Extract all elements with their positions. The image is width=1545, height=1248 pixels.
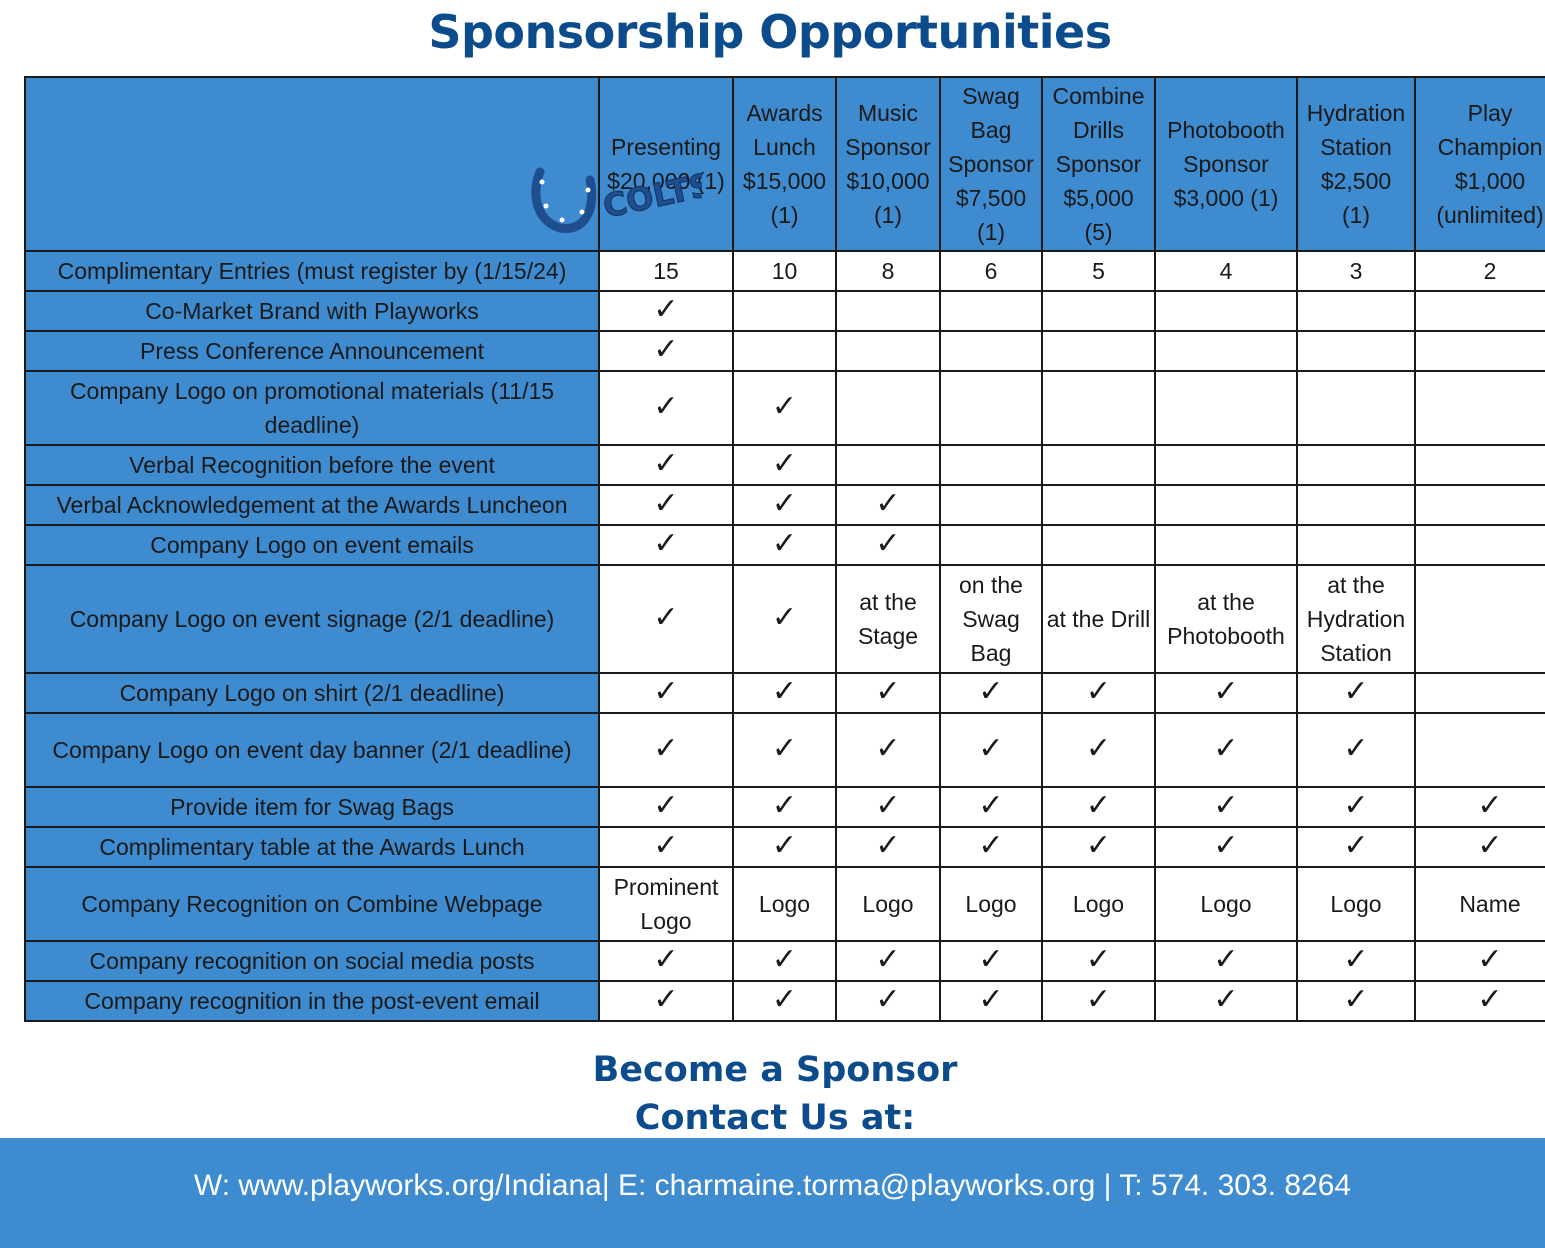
table-row <box>25 565 1545 673</box>
column-header-line: $1,000 <box>1454 168 1526 194</box>
checkmark-icon: ✓ <box>1213 675 1239 708</box>
column-header-line: $15,000 <box>742 168 827 194</box>
table-row <box>25 941 1545 981</box>
row-label: Press Conference Announcement <box>25 331 599 371</box>
sponsorship-table <box>24 76 1545 1022</box>
column-header-line: Photobooth <box>1167 117 1285 143</box>
column-header <box>836 77 940 251</box>
cell-checkmark <box>1155 941 1297 981</box>
row-label: Company recognition in the post-event email <box>25 981 599 1021</box>
cell-checkmark <box>599 445 733 485</box>
cell-checkmark <box>940 827 1042 867</box>
checkmark-icon: ✓ <box>1477 943 1503 976</box>
cell-checkmark <box>599 485 733 525</box>
cell-checkmark <box>1155 981 1297 1021</box>
cell-empty <box>733 291 836 331</box>
column-header-line: (1) <box>770 202 799 228</box>
cell-empty <box>1297 371 1415 445</box>
cell-empty <box>836 331 940 371</box>
checkmark-icon: ✓ <box>1213 789 1239 822</box>
cell-value: 4 <box>1155 251 1297 291</box>
cell-checkmark <box>733 941 836 981</box>
row-label: Provide item for Swag Bags <box>25 787 599 827</box>
checkmark-icon: ✓ <box>771 447 798 480</box>
checkmark-icon: ✓ <box>875 675 901 708</box>
cell-checkmark <box>1042 981 1155 1021</box>
column-header-line: Bag <box>970 117 1012 143</box>
cell-checkmark <box>733 445 836 485</box>
cell-value: 2 <box>1415 251 1545 291</box>
cell-value: at the Photobooth <box>1155 565 1297 673</box>
cell-empty <box>1415 485 1545 525</box>
column-header <box>1297 77 1415 251</box>
table-row <box>25 331 1545 371</box>
cell-checkmark <box>940 787 1042 827</box>
checkmark-icon: ✓ <box>653 601 679 634</box>
cell-empty <box>940 371 1042 445</box>
checkmark-icon: ✓ <box>653 732 679 765</box>
column-header-line: $3,000 (1) <box>1173 185 1279 211</box>
checkmark-icon: ✓ <box>771 789 798 822</box>
column-header-line: Sponsor <box>1183 151 1269 177</box>
column-header-line: $5,000 <box>1063 185 1134 211</box>
cell-value: at the Stage <box>836 565 940 673</box>
checkmark-icon: ✓ <box>653 675 679 708</box>
cell-value: Logo <box>1155 867 1297 941</box>
checkmark-icon: ✓ <box>1343 675 1369 708</box>
cell-checkmark <box>836 485 940 525</box>
column-header-line: Station <box>1320 134 1392 160</box>
footer-contact: W: www.playworks.org/Indiana| E: charmaine.torma@playworks.org | T: 574. 303. 8264 <box>193 1169 1352 1202</box>
cell-empty <box>1297 331 1415 371</box>
cta-contact-us: Contact Us at: <box>634 1098 916 1138</box>
checkmark-icon: ✓ <box>875 829 901 862</box>
cell-checkmark <box>940 673 1042 713</box>
cell-checkmark <box>836 525 940 565</box>
cell-checkmark <box>1042 827 1155 867</box>
cell-value: Prominent Logo <box>599 867 733 941</box>
checkmark-icon: ✓ <box>978 675 1004 708</box>
cell-checkmark <box>733 673 836 713</box>
row-label: Verbal Recognition before the event <box>25 445 599 485</box>
cell-checkmark <box>733 713 836 787</box>
checkmark-icon: ✓ <box>771 601 798 634</box>
cell-checkmark <box>1297 787 1415 827</box>
cell-empty <box>940 445 1042 485</box>
row-label: Complimentary Entries (must register by (1/15/24) <box>25 251 599 291</box>
cell-checkmark <box>1042 713 1155 787</box>
cta-become-sponsor: Become a Sponsor <box>592 1050 958 1090</box>
table-row <box>25 445 1545 485</box>
column-header <box>940 77 1042 251</box>
cell-value: 3 <box>1297 251 1415 291</box>
column-header-line: Combine <box>1052 83 1145 109</box>
cell-checkmark <box>1297 827 1415 867</box>
checkmark-icon: ✓ <box>1213 829 1239 862</box>
cell-value: 6 <box>940 251 1042 291</box>
checkmark-icon: ✓ <box>875 732 901 765</box>
checkmark-icon: ✓ <box>875 983 901 1016</box>
cell-empty <box>733 331 836 371</box>
cell-checkmark <box>733 827 836 867</box>
cell-value: 15 <box>599 251 733 291</box>
cell-empty <box>1155 525 1297 565</box>
header-corner <box>25 77 599 251</box>
row-label: Company Logo on event day banner (2/1 deadline) <box>25 713 599 787</box>
cell-value: at the Drill <box>1042 565 1155 673</box>
cell-checkmark <box>599 371 733 445</box>
column-header <box>599 77 733 251</box>
column-header-line: Hydration <box>1306 100 1406 126</box>
cell-empty <box>1155 485 1297 525</box>
cell-empty <box>1042 525 1155 565</box>
checkmark-icon: ✓ <box>771 675 798 708</box>
cell-empty <box>1155 331 1297 371</box>
checkmark-icon: ✓ <box>653 390 679 423</box>
row-label: Company recognition on social media posts <box>25 941 599 981</box>
checkmark-icon: ✓ <box>653 829 679 862</box>
cell-empty <box>1297 525 1415 565</box>
column-header <box>1155 77 1297 251</box>
checkmark-icon: ✓ <box>875 487 901 520</box>
cell-checkmark <box>1155 673 1297 713</box>
column-header-line: $20,000 (1) <box>607 168 725 194</box>
cell-empty <box>1042 445 1155 485</box>
cell-checkmark <box>599 525 733 565</box>
column-header-line: Sponsor <box>1055 151 1142 177</box>
table-row <box>25 787 1545 827</box>
cell-checkmark <box>836 787 940 827</box>
cell-empty <box>1415 291 1545 331</box>
column-header-line: Presenting <box>611 134 721 160</box>
cta-block <box>0 1046 1545 1142</box>
cell-empty <box>1415 525 1545 565</box>
column-header <box>1415 77 1545 251</box>
checkmark-icon: ✓ <box>1343 789 1369 822</box>
cell-empty <box>1042 291 1155 331</box>
checkmark-icon: ✓ <box>771 390 798 423</box>
cell-checkmark <box>1042 941 1155 981</box>
cell-checkmark <box>599 331 733 371</box>
page-title: Sponsorship Opportunities <box>428 5 1112 59</box>
checkmark-icon: ✓ <box>653 333 679 366</box>
row-label: Complimentary table at the Awards Lunch <box>25 827 599 867</box>
cell-empty <box>1297 445 1415 485</box>
table-body <box>25 251 1545 1021</box>
checkmark-icon: ✓ <box>1085 675 1112 708</box>
cell-checkmark <box>1297 941 1415 981</box>
cell-checkmark <box>599 941 733 981</box>
checkmark-icon: ✓ <box>1477 983 1503 1016</box>
cell-empty <box>1415 673 1545 713</box>
column-header-line: (1) <box>976 219 1006 245</box>
column-header-line: (unlimited) <box>1436 202 1544 228</box>
table-row <box>25 867 1545 941</box>
cell-empty <box>1415 445 1545 485</box>
table-row <box>25 371 1545 445</box>
cell-checkmark <box>599 291 733 331</box>
row-label: Verbal Acknowledgement at the Awards Luncheon <box>25 485 599 525</box>
column-header-line: Champion <box>1437 134 1543 160</box>
checkmark-icon: ✓ <box>771 943 798 976</box>
checkmark-icon: ✓ <box>1085 943 1112 976</box>
cell-checkmark <box>836 981 940 1021</box>
cell-empty <box>1042 371 1155 445</box>
cell-value: 5 <box>1042 251 1155 291</box>
column-header-line: $2,500 <box>1320 168 1392 194</box>
checkmark-icon: ✓ <box>875 789 901 822</box>
checkmark-icon: ✓ <box>978 789 1004 822</box>
column-header-line: Drills <box>1072 117 1125 143</box>
cell-checkmark <box>599 787 733 827</box>
cell-checkmark <box>1415 827 1545 867</box>
checkmark-icon: ✓ <box>1213 732 1239 765</box>
cell-empty <box>1297 485 1415 525</box>
column-header <box>733 77 836 251</box>
cell-value: Logo <box>733 867 836 941</box>
checkmark-icon: ✓ <box>1085 789 1112 822</box>
checkmark-icon: ✓ <box>771 829 798 862</box>
cell-checkmark <box>836 941 940 981</box>
column-header <box>1042 77 1155 251</box>
cell-checkmark <box>1297 673 1415 713</box>
column-header-line: (5) <box>1084 219 1113 245</box>
cell-value: Logo <box>1042 867 1155 941</box>
cell-value: Name <box>1415 867 1545 941</box>
row-label: Company Logo on event emails <box>25 525 599 565</box>
checkmark-icon: ✓ <box>1477 829 1503 862</box>
row-label: Company Logo on promotional materials (11/15 deadline) <box>25 371 599 445</box>
cell-checkmark <box>733 485 836 525</box>
cell-checkmark <box>1415 787 1545 827</box>
checkmark-icon: ✓ <box>1085 829 1112 862</box>
cell-empty <box>940 525 1042 565</box>
column-header-line: Swag <box>962 83 1020 109</box>
cell-checkmark <box>599 981 733 1021</box>
cell-checkmark <box>1415 941 1545 981</box>
cell-value: Logo <box>1297 867 1415 941</box>
cell-empty <box>1042 485 1155 525</box>
checkmark-icon: ✓ <box>771 732 798 765</box>
cell-checkmark <box>1155 787 1297 827</box>
checkmark-icon: ✓ <box>653 983 679 1016</box>
checkmark-icon: ✓ <box>1477 789 1503 822</box>
row-label: Company Logo on event signage (2/1 deadline) <box>25 565 599 673</box>
cell-checkmark <box>733 981 836 1021</box>
cell-empty <box>1415 565 1545 673</box>
table-row <box>25 827 1545 867</box>
table-row <box>25 713 1545 787</box>
checkmark-icon: ✓ <box>875 943 901 976</box>
column-header-line: $10,000 <box>846 168 930 194</box>
cell-checkmark <box>1415 981 1545 1021</box>
column-header-line: Awards <box>746 100 823 126</box>
table-row <box>25 525 1545 565</box>
table-row <box>25 485 1545 525</box>
table-row <box>25 251 1545 291</box>
column-header-line: Sponsor <box>845 134 931 160</box>
checkmark-icon: ✓ <box>978 943 1004 976</box>
checkmark-icon: ✓ <box>653 789 679 822</box>
checkmark-icon: ✓ <box>1343 943 1369 976</box>
cell-empty <box>1415 371 1545 445</box>
checkmark-icon: ✓ <box>1343 732 1369 765</box>
cell-checkmark <box>1155 713 1297 787</box>
cell-checkmark <box>733 525 836 565</box>
cell-value: 8 <box>836 251 940 291</box>
column-header-line: Music <box>857 100 919 126</box>
cell-value: at the Hydration Station <box>1297 565 1415 673</box>
checkmark-icon: ✓ <box>1343 983 1369 1016</box>
checkmark-icon: ✓ <box>875 527 901 560</box>
cell-checkmark <box>940 713 1042 787</box>
cell-empty <box>1155 445 1297 485</box>
checkmark-icon: ✓ <box>978 732 1004 765</box>
table-row <box>25 981 1545 1021</box>
cell-empty <box>940 331 1042 371</box>
checkmark-icon: ✓ <box>1213 983 1239 1016</box>
checkmark-icon: ✓ <box>653 943 679 976</box>
row-label: Co-Market Brand with Playworks <box>25 291 599 331</box>
cell-checkmark <box>836 827 940 867</box>
column-header-line: (1) <box>873 202 903 228</box>
cell-empty <box>1155 371 1297 445</box>
checkmark-icon: ✓ <box>978 983 1004 1016</box>
checkmark-icon: ✓ <box>653 487 679 520</box>
cell-checkmark <box>940 941 1042 981</box>
header-row <box>25 77 1545 251</box>
cell-empty <box>836 291 940 331</box>
cell-checkmark <box>1155 827 1297 867</box>
cell-checkmark <box>599 565 733 673</box>
cell-empty <box>1042 331 1155 371</box>
cell-checkmark <box>1042 673 1155 713</box>
cell-value: Logo <box>940 867 1042 941</box>
cell-empty <box>836 371 940 445</box>
table-row <box>25 673 1545 713</box>
cell-checkmark <box>733 565 836 673</box>
cell-checkmark <box>940 981 1042 1021</box>
cell-checkmark <box>733 787 836 827</box>
logo-wordmark: COLTS <box>599 165 702 226</box>
cell-empty <box>1297 291 1415 331</box>
cell-checkmark <box>1297 981 1415 1021</box>
cell-checkmark <box>733 371 836 445</box>
checkmark-icon: ✓ <box>653 447 679 480</box>
checkmark-icon: ✓ <box>1213 943 1239 976</box>
checkmark-icon: ✓ <box>771 983 798 1016</box>
cell-empty <box>1155 291 1297 331</box>
checkmark-icon: ✓ <box>771 487 798 520</box>
cell-checkmark <box>836 713 940 787</box>
table-row <box>25 291 1545 331</box>
cell-checkmark <box>1297 713 1415 787</box>
cell-empty <box>940 485 1042 525</box>
column-header-line: $7,500 <box>955 185 1027 211</box>
cell-checkmark <box>599 713 733 787</box>
cell-empty <box>940 291 1042 331</box>
checkmark-icon: ✓ <box>653 293 679 326</box>
checkmark-icon: ✓ <box>978 829 1004 862</box>
cell-checkmark <box>599 673 733 713</box>
cell-checkmark <box>836 673 940 713</box>
checkmark-icon: ✓ <box>1343 829 1369 862</box>
cell-value: on the Swag Bag <box>940 565 1042 673</box>
checkmark-icon: ✓ <box>1085 732 1112 765</box>
column-header-line: (1) <box>1341 202 1371 228</box>
cell-empty <box>1415 331 1545 371</box>
cell-checkmark <box>599 827 733 867</box>
column-header-line: Sponsor <box>948 151 1034 177</box>
row-label: Company Logo on shirt (2/1 deadline) <box>25 673 599 713</box>
row-label: Company Recognition on Combine Webpage <box>25 867 599 941</box>
footer-bar <box>0 1138 1545 1248</box>
checkmark-icon: ✓ <box>1085 983 1112 1016</box>
column-header-line: Play <box>1467 100 1513 126</box>
checkmark-icon: ✓ <box>771 527 798 560</box>
checkmark-icon: ✓ <box>653 527 679 560</box>
cell-empty <box>836 445 940 485</box>
cell-value: 10 <box>733 251 836 291</box>
cell-value: Logo <box>836 867 940 941</box>
cell-empty <box>1415 713 1545 787</box>
column-header-line: Lunch <box>753 134 816 160</box>
cell-checkmark <box>1042 787 1155 827</box>
